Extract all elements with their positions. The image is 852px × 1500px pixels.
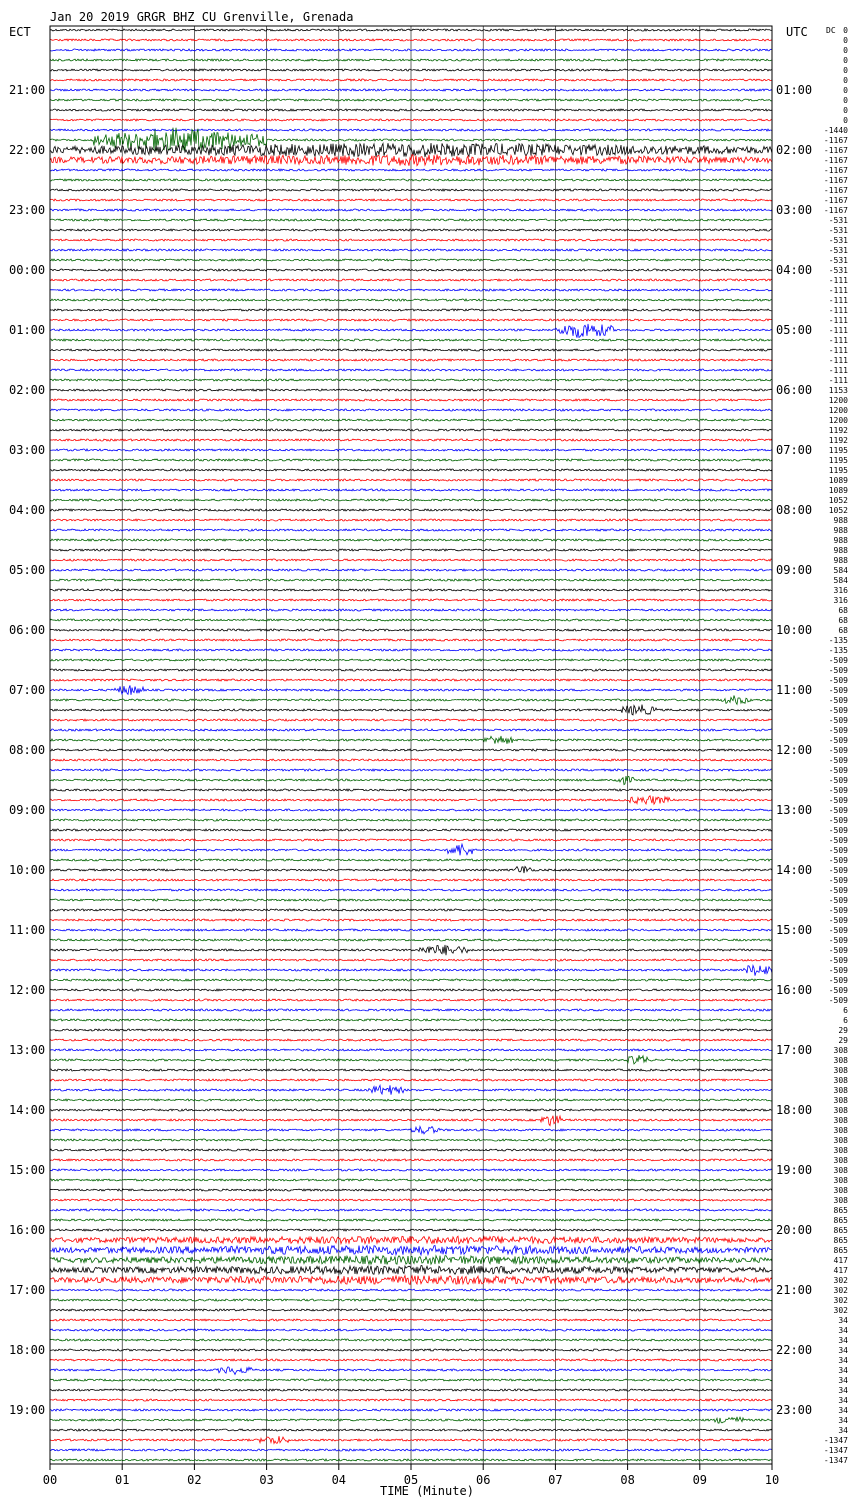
chart-title: Jan 20 2019 GRGR BHZ CU Grenville, Grenada — [50, 10, 354, 24]
dc-offset-label: -1167 — [823, 146, 848, 155]
right-hour-label: 20:00 — [776, 1223, 813, 1237]
dc-offset-label: -509 — [828, 986, 848, 995]
dc-offset-label: 68 — [838, 606, 848, 615]
left-timezone-label: ECT — [9, 25, 31, 39]
dc-offset-label: -509 — [828, 836, 848, 845]
dc-offset-label: 34 — [838, 1346, 848, 1355]
dc-offset-label: 865 — [833, 1206, 848, 1215]
left-hour-label: 00:00 — [9, 263, 46, 277]
dc-offset-label: -531 — [828, 266, 848, 275]
dc-offset-label: -1347 — [823, 1436, 848, 1445]
right-hour-label: 07:00 — [776, 443, 813, 457]
dc-offset-label: -509 — [828, 926, 848, 935]
dc-offset-label: 0 — [843, 66, 848, 75]
left-hour-label: 05:00 — [9, 563, 46, 577]
dc-offset-label: 865 — [833, 1236, 848, 1245]
dc-offset-label: -509 — [828, 716, 848, 725]
dc-offset-label: -1440 — [823, 126, 848, 135]
dc-offset-label: -531 — [828, 256, 848, 265]
dc-offset-label: -1167 — [823, 196, 848, 205]
dc-offset-label: -509 — [828, 736, 848, 745]
left-hour-label: 13:00 — [9, 1043, 46, 1057]
left-hour-label: 14:00 — [9, 1103, 46, 1117]
dc-offset-label: 1192 — [828, 426, 848, 435]
left-hour-label: 10:00 — [9, 863, 46, 877]
dc-offset-label: -509 — [828, 976, 848, 985]
dc-offset-label: 0 — [843, 116, 848, 125]
dc-offset-label: 865 — [833, 1226, 848, 1235]
x-tick-label: 10 — [764, 1473, 780, 1487]
dc-offset-label: -509 — [828, 956, 848, 965]
dc-offset-label: 0 — [843, 26, 848, 35]
dc-offset-label: 34 — [838, 1416, 848, 1425]
dc-offset-label: 308 — [833, 1116, 848, 1125]
dc-column-label: DC — [826, 26, 836, 35]
dc-offset-label: -1167 — [823, 136, 848, 145]
dc-offset-label: -111 — [828, 346, 848, 355]
x-tick-label: 08 — [620, 1473, 635, 1487]
x-tick-label: 07 — [548, 1473, 563, 1487]
dc-offset-label: 584 — [833, 566, 848, 575]
right-hour-label: 04:00 — [776, 263, 813, 277]
dc-offset-label: -509 — [828, 966, 848, 975]
dc-offset-label: -509 — [828, 996, 848, 1005]
dc-offset-label: -135 — [828, 646, 848, 655]
x-tick-label: 09 — [692, 1473, 708, 1487]
x-tick-label: 06 — [475, 1473, 491, 1487]
dc-offset-label: 34 — [838, 1426, 848, 1435]
dc-offset-label: 308 — [833, 1146, 848, 1155]
dc-offset-label: -531 — [828, 226, 848, 235]
left-hour-label: 17:00 — [9, 1283, 46, 1297]
dc-offset-label: 584 — [833, 576, 848, 585]
dc-offset-label: -111 — [828, 296, 848, 305]
dc-offset-label: -111 — [828, 366, 848, 375]
dc-offset-label: 988 — [833, 536, 848, 545]
dc-offset-label: -111 — [828, 356, 848, 365]
x-tick-label: 03 — [259, 1473, 274, 1487]
dc-offset-label: 6 — [843, 1006, 848, 1015]
dc-offset-label: -509 — [828, 876, 848, 885]
dc-offset-label: 34 — [838, 1366, 848, 1375]
right-hour-label: 05:00 — [776, 323, 813, 337]
dc-offset-label: 1200 — [828, 416, 848, 425]
x-tick-label: 01 — [114, 1473, 130, 1487]
dc-offset-label: 308 — [833, 1096, 848, 1105]
dc-offset-label: 302 — [833, 1306, 848, 1315]
dc-offset-label: 0 — [843, 106, 848, 115]
dc-offset-label: 0 — [843, 76, 848, 85]
dc-offset-label: 0 — [843, 46, 848, 55]
dc-offset-label: -111 — [828, 316, 848, 325]
left-hour-label: 23:00 — [9, 203, 46, 217]
left-hour-label: 09:00 — [9, 803, 46, 817]
dc-offset-label: 308 — [833, 1136, 848, 1145]
dc-offset-label: 988 — [833, 526, 848, 535]
dc-offset-label: -509 — [828, 666, 848, 675]
dc-offset-label: -1167 — [823, 186, 848, 195]
dc-offset-label: -509 — [828, 856, 848, 865]
right-hour-label: 01:00 — [776, 83, 813, 97]
dc-offset-label: -531 — [828, 216, 848, 225]
dc-offset-label: 1052 — [828, 506, 848, 515]
dc-offset-label: -111 — [828, 286, 848, 295]
dc-offset-label: 417 — [833, 1256, 848, 1265]
dc-offset-label: -509 — [828, 746, 848, 755]
dc-offset-label: 29 — [838, 1026, 848, 1035]
dc-offset-label: 1195 — [828, 446, 848, 455]
left-hour-label: 07:00 — [9, 683, 46, 697]
right-timezone-label: UTC — [786, 25, 808, 39]
dc-offset-label: -111 — [828, 326, 848, 335]
dc-offset-label: -509 — [828, 806, 848, 815]
dc-offset-label: 988 — [833, 546, 848, 555]
left-hour-label: 01:00 — [9, 323, 46, 337]
dc-offset-label: -509 — [828, 726, 848, 735]
dc-offset-label: -509 — [828, 756, 848, 765]
dc-offset-label: 1195 — [828, 456, 848, 465]
dc-offset-label: -531 — [828, 236, 848, 245]
right-hour-label: 06:00 — [776, 383, 813, 397]
dc-offset-label: -1167 — [823, 176, 848, 185]
dc-offset-label: 34 — [838, 1376, 848, 1385]
dc-offset-label: -111 — [828, 306, 848, 315]
dc-offset-label: 0 — [843, 36, 848, 45]
left-hour-label: 12:00 — [9, 983, 46, 997]
dc-offset-label: -509 — [828, 936, 848, 945]
dc-offset-label: -509 — [828, 946, 848, 955]
right-hour-label: 12:00 — [776, 743, 813, 757]
dc-offset-label: 308 — [833, 1126, 848, 1135]
dc-offset-label: -509 — [828, 796, 848, 805]
dc-offset-label: -111 — [828, 276, 848, 285]
dc-offset-label: 417 — [833, 1266, 848, 1275]
dc-offset-label: 1052 — [828, 496, 848, 505]
dc-offset-label: -1347 — [823, 1456, 848, 1465]
dc-offset-label: 68 — [838, 626, 848, 635]
x-tick-label: 04 — [331, 1473, 347, 1487]
right-hour-label: 11:00 — [776, 683, 813, 697]
left-hour-label: 02:00 — [9, 383, 46, 397]
dc-offset-label: 34 — [838, 1316, 848, 1325]
dc-offset-label: 988 — [833, 556, 848, 565]
dc-offset-label: 302 — [833, 1276, 848, 1285]
dc-offset-label: -111 — [828, 336, 848, 345]
left-hour-label: 16:00 — [9, 1223, 46, 1237]
dc-offset-label: 308 — [833, 1086, 848, 1095]
dc-offset-label: 34 — [838, 1396, 848, 1405]
dc-offset-label: -509 — [828, 686, 848, 695]
left-hour-label: 04:00 — [9, 503, 46, 517]
left-hour-labels — [9, 83, 45, 1417]
dc-offset-label: 34 — [838, 1386, 848, 1395]
left-hour-label: 22:00 — [9, 143, 46, 157]
dc-offset-label: 34 — [838, 1356, 848, 1365]
dc-offset-label: 6 — [843, 1016, 848, 1025]
right-hour-label: 19:00 — [776, 1163, 813, 1177]
x-tick-label: 02 — [187, 1473, 202, 1487]
dc-offset-label: 308 — [833, 1056, 848, 1065]
dc-offset-label: 0 — [843, 96, 848, 105]
dc-offset-label: 1200 — [828, 406, 848, 415]
left-hour-label: 08:00 — [9, 743, 46, 757]
dc-offset-label: -509 — [828, 826, 848, 835]
dc-offset-label: 865 — [833, 1246, 848, 1255]
right-hour-label: 10:00 — [776, 623, 813, 637]
dc-offset-label: 1195 — [828, 466, 848, 475]
right-hour-label: 16:00 — [776, 983, 813, 997]
dc-offset-label: -1167 — [823, 156, 848, 165]
left-hour-label: 18:00 — [9, 1343, 46, 1357]
dc-offset-label: -135 — [828, 636, 848, 645]
dc-offset-label: -509 — [828, 886, 848, 895]
right-hour-label: 09:00 — [776, 563, 813, 577]
right-hour-labels — [776, 83, 812, 1417]
dc-offset-label: 308 — [833, 1166, 848, 1175]
dc-offset-label: -509 — [828, 916, 848, 925]
right-hour-label: 03:00 — [776, 203, 813, 217]
dc-offset-label: 1192 — [828, 436, 848, 445]
dc-offset-label: -509 — [828, 676, 848, 685]
left-hour-label: 15:00 — [9, 1163, 46, 1177]
dc-offset-label: -1347 — [823, 1446, 848, 1455]
dc-offset-label: 302 — [833, 1286, 848, 1295]
dc-offset-label: -509 — [828, 866, 848, 875]
dc-offset-label: 68 — [838, 616, 848, 625]
dc-offset-label: 34 — [838, 1406, 848, 1415]
left-hour-label: 21:00 — [9, 83, 46, 97]
dc-offset-label: 34 — [838, 1336, 848, 1345]
dc-offset-label: 34 — [838, 1326, 848, 1335]
dc-offset-label: 0 — [843, 86, 848, 95]
dc-offset-label: 316 — [833, 586, 848, 595]
right-hour-label: 08:00 — [776, 503, 813, 517]
dc-offset-labels — [824, 26, 848, 1465]
dc-offset-label: 308 — [833, 1196, 848, 1205]
right-hour-label: 14:00 — [776, 863, 813, 877]
dc-offset-label: -509 — [828, 816, 848, 825]
dc-offset-label: 29 — [838, 1036, 848, 1045]
dc-offset-label: 308 — [833, 1106, 848, 1115]
dc-offset-label: 308 — [833, 1186, 848, 1195]
left-hour-label: 19:00 — [9, 1403, 46, 1417]
dc-offset-label: -1167 — [823, 206, 848, 215]
dc-offset-label: 865 — [833, 1216, 848, 1225]
dc-offset-label: -531 — [828, 246, 848, 255]
dc-offset-label: 1153 — [828, 386, 848, 395]
right-hour-label: 15:00 — [776, 923, 813, 937]
dc-offset-label: -509 — [828, 696, 848, 705]
left-hour-label: 03:00 — [9, 443, 46, 457]
dc-offset-label: -509 — [828, 766, 848, 775]
right-hour-label: 21:00 — [776, 1283, 813, 1297]
right-hour-label: 17:00 — [776, 1043, 813, 1057]
dc-offset-label: 1089 — [828, 476, 848, 485]
dc-offset-label: 308 — [833, 1156, 848, 1165]
dc-offset-label: -509 — [828, 786, 848, 795]
left-hour-label: 11:00 — [9, 923, 46, 937]
right-hour-label: 02:00 — [776, 143, 813, 157]
x-tick-label: 05 — [403, 1473, 419, 1487]
dc-offset-label: -509 — [828, 706, 848, 715]
dc-offset-label: -1167 — [823, 166, 848, 175]
x-axis-label: TIME (Minute) — [380, 1484, 474, 1498]
dc-offset-label: -509 — [828, 776, 848, 785]
dc-offset-label: 1089 — [828, 486, 848, 495]
dc-offset-label: 308 — [833, 1176, 848, 1185]
dc-offset-label: 308 — [833, 1066, 848, 1075]
right-hour-label: 22:00 — [776, 1343, 813, 1357]
dc-offset-label: 308 — [833, 1046, 848, 1055]
right-hour-label: 18:00 — [776, 1103, 813, 1117]
dc-offset-label: 988 — [833, 516, 848, 525]
dc-offset-label: 316 — [833, 596, 848, 605]
dc-offset-label: 308 — [833, 1076, 848, 1085]
dc-offset-label: -509 — [828, 846, 848, 855]
dc-offset-label: -509 — [828, 656, 848, 665]
dc-offset-label: 302 — [833, 1296, 848, 1305]
left-hour-label: 06:00 — [9, 623, 46, 637]
dc-offset-label: -111 — [828, 376, 848, 385]
right-hour-label: 23:00 — [776, 1403, 813, 1417]
dc-offset-label: 0 — [843, 56, 848, 65]
dc-offset-label: -509 — [828, 896, 848, 905]
x-tick-label: 00 — [42, 1473, 58, 1487]
right-hour-label: 13:00 — [776, 803, 813, 817]
minute-grid — [122, 26, 700, 1464]
dc-offset-label: 1200 — [828, 396, 848, 405]
dc-offset-label: -509 — [828, 906, 848, 915]
